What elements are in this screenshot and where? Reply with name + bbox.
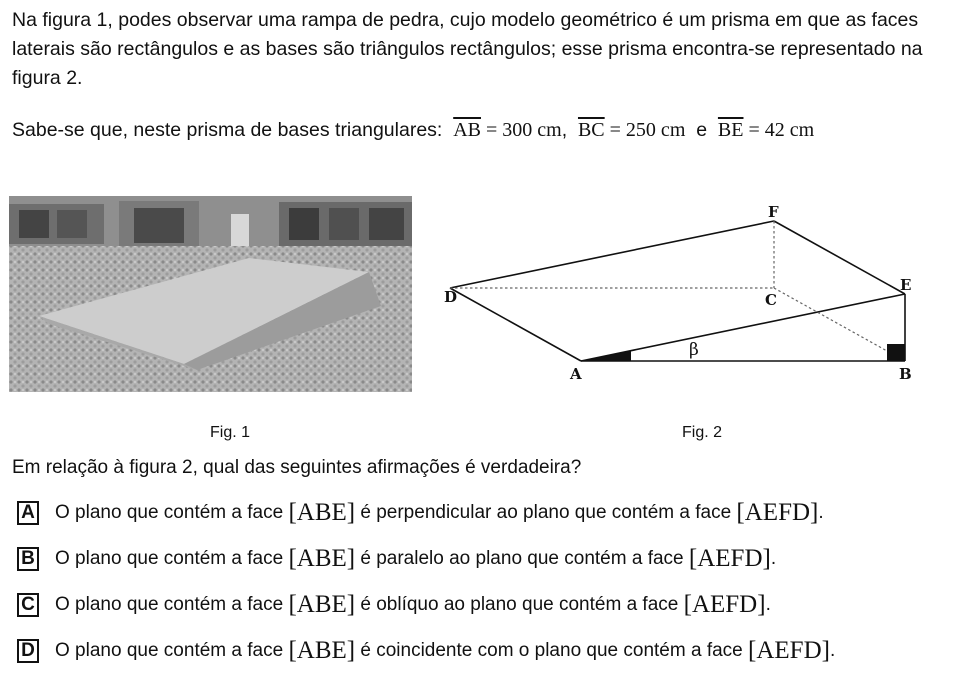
option-letter: D [17,639,39,663]
segment-ab: $\overline{AB} = 300$ cm [453,119,562,141]
hidden-edge-cb [774,288,905,361]
intro-paragraph: Na figura 1, podes observar uma rampa de pedra, cujo modelo geométrico é um prisma em que as faces laterais são rectângulos e as bases são triângulos rectângulos; esse prisma encontra-se representado na figura 2. [12,9,923,89]
label-b: B [899,365,912,383]
segment-bc: $\overline{BC} = 250$ cm [577,119,686,141]
conjunction: e [696,119,708,141]
fig1-caption: Fig. 1 [210,424,251,441]
option-d[interactable]: D O plano que contém a face [ABE] é coincidente com o plano que contém a face [AEFD] . [17,635,835,667]
label-f: F [768,203,779,221]
segment-be: $\overline{BE} = 42$ cm [717,119,815,141]
option-a[interactable]: A O plano que contém a face [ABE] é perpendicular ao plano que contém a face [AEFD] . [17,497,824,529]
ramp-photo [9,196,412,392]
angle-marker [581,351,631,361]
edge-df [450,221,774,288]
angle-beta-label: β [689,340,699,360]
option-letter: B [17,547,39,571]
given-lead: Sabe-se que, neste prisma de bases triangulares: [12,119,443,141]
edge-da [450,288,581,361]
edge-ae [581,294,905,361]
comma: , [561,119,568,141]
label-c: C [765,291,777,309]
label-d: D [444,288,458,306]
given-data [12,116,814,145]
fig2-caption: Fig. 2 [682,424,723,441]
option-letter: A [17,501,39,525]
option-letter: C [17,593,39,617]
option-b[interactable]: B O plano que contém a face [ABE] é paralelo ao plano que contém a face [AEFD] . [17,543,776,575]
edge-fe [774,221,905,294]
question-text: Em relação à figura 2, qual das seguintes afirmações é verdadeira? [12,457,582,478]
label-a: A [570,365,582,383]
right-angle-marker [887,344,905,361]
prism-diagram [434,187,921,399]
option-c[interactable]: C O plano que contém a face [ABE] é oblíquo ao plano que contém a face [AEFD] . [17,589,771,621]
label-e: E [900,276,912,294]
